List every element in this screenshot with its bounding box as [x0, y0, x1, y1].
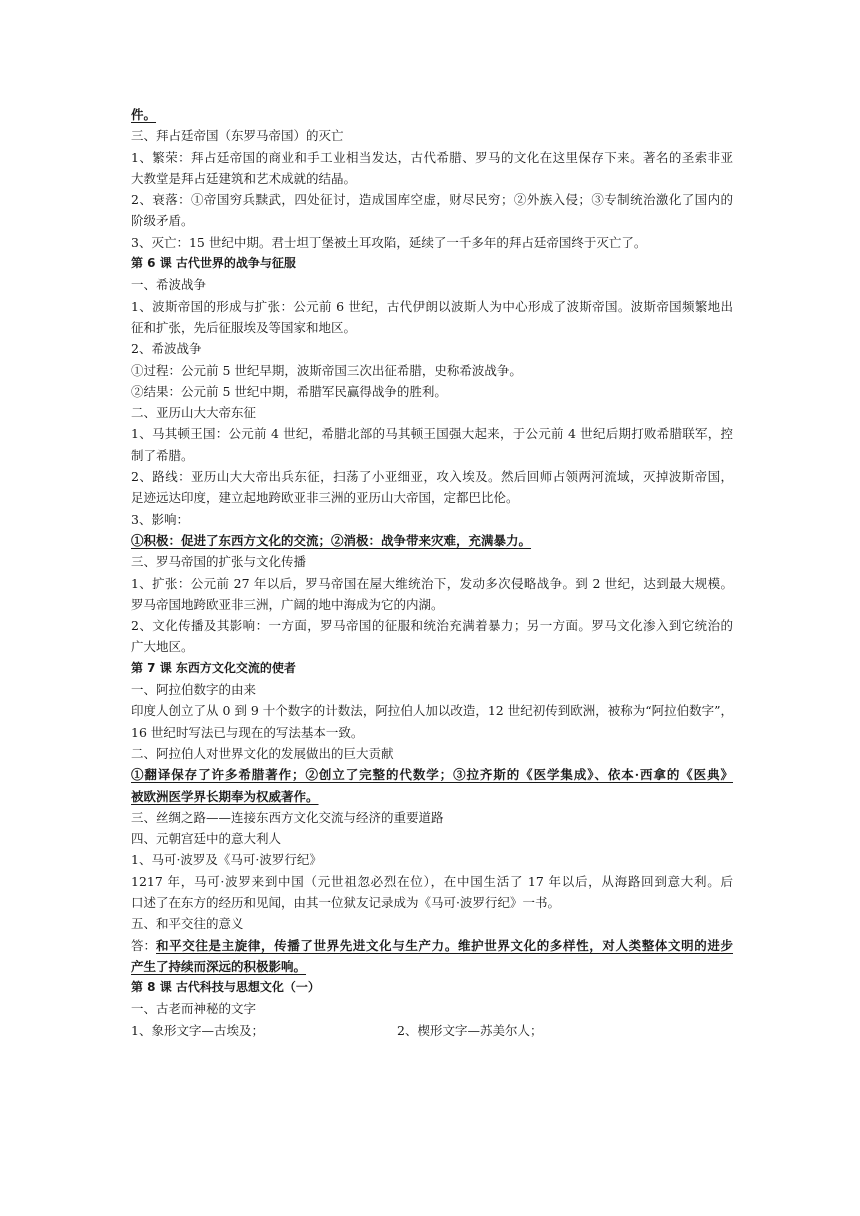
text-line: ①翻译保存了许多希腊著作；②创立了完整的代数学；③拉齐斯的《医学集成》、依本·西拿的《医典》 [131, 767, 733, 783]
text-line: 3、影响： [131, 511, 189, 527]
row-right-text: 2、楔形文字—苏美尔人； [397, 1022, 543, 1038]
text-line: ①过程：公元前 5 世纪早期，波斯帝国三次出征希腊，史称希波战争。 [131, 362, 522, 378]
document-page [131, 104, 733, 1041]
text-line: 三、拜占廷帝国（东罗马帝国）的灭亡 [131, 128, 344, 144]
text-line: 件。 [131, 107, 157, 122]
text-line [131, 935, 733, 956]
lesson-heading: 第 7 课 东西方文化交流的使者 [131, 660, 296, 675]
text-line: 三、罗马帝国的扩张与文化传播 [131, 554, 307, 570]
text-line: 二、阿拉伯人对世界文化的发展做出的巨大贡献 [131, 745, 394, 761]
text-line: 1、马其顿王国：公元前 4 世纪，希腊北部的马其顿王国强大起来，于公元前 4 世纪后期打败希腊联军，控 [131, 426, 733, 442]
lesson-heading: 第 6 课 古代世界的战争与征服 [131, 256, 296, 271]
text-line: 1、波斯帝国的形成与扩张：公元前 6 世纪，古代伊朗以波斯人为中心形成了波斯帝国。波斯帝国频繁地出 [131, 298, 733, 314]
text-line: 被欧洲医学界长期奉为权威著作。 [131, 788, 319, 804]
text-line: 征和扩张，先后征服埃及等国家和地区。 [131, 319, 357, 335]
row-left-text: 1、象形文字—古埃及； [131, 1022, 264, 1038]
text-line: 五、和平交往的意义 [131, 916, 244, 932]
text-line: 三、丝绸之路——连接东西方文化交流与经济的重要道路 [131, 809, 444, 825]
text-line: 产生了持续而深远的积极影响。 [131, 958, 307, 974]
text-line: ①积极：促进了东西方文化的交流；②消极：战争带来灾难，充满暴力。 [131, 532, 532, 548]
text-line: 2、文化传播及其影响：一方面，罗马帝国的征服和统治充满着暴力；另一方面。罗马文化渗入到它统治的 [131, 618, 733, 634]
text-line: 16 世纪时写法已与现在的写法基本一致。 [131, 724, 364, 740]
two-column-row [131, 1020, 733, 1041]
text-line: 1、马可·波罗及《马可·波罗行纪》 [131, 852, 322, 868]
text-line: 一、阿拉伯数字的由来 [131, 682, 257, 698]
line-text: 和平交往是主旋律，传播了世界先进文化与生产力。维护世界文化的多样性，对人类整体文明的进步 [156, 937, 733, 953]
text-line: 1、扩张：公元前 27 年以后，罗马帝国在屋大维统治下，发动多次侵略战争。到 2 世纪，达到最大规模。 [131, 575, 733, 591]
text-line: 罗马帝国地跨欧亚非三洲，广阔的地中海成为它的内湖。 [131, 596, 444, 612]
text-line: 四、元朝宫廷中的意大利人 [131, 831, 282, 847]
lesson-heading: 第 8 课 古代科技与思想文化（一） [131, 980, 320, 995]
text-line: 制了希腊。 [131, 447, 194, 463]
text-line: 2、希波战争 [131, 341, 202, 357]
text-line: 一、古老而神秘的文字 [131, 1001, 257, 1017]
text-line: 大教堂是拜占廷建筑和艺术成就的结晶。 [131, 170, 357, 186]
text-line: 足迹远达印度，建立起地跨欧亚非三洲的亚历山大帝国，定都巴比伦。 [131, 490, 519, 506]
text-line: 阶级矛盾。 [131, 213, 194, 229]
text-line: 2、路线：亚历山大大帝出兵东征，扫荡了小亚细亚，攻入埃及。然后回师占领两河流域，灭掉波斯帝国， [131, 469, 733, 485]
text-line: 口述了在东方的经历和见闻，由其一位狱友记录成为《马可·波罗行纪》一书。 [131, 894, 560, 910]
text-line: 二、亚历山大大帝东征 [131, 405, 257, 421]
text-line: 1、繁荣：拜占廷帝国的商业和手工业相当发达，古代希腊、罗马的文化在这里保存下来。著名的圣索非亚 [131, 149, 733, 165]
text-line: 印度人创立了从 0 到 9 十个数字的计数法，阿拉伯人加以改造，12 世纪初传到欧洲，被称为“阿拉伯数字”， [131, 703, 733, 719]
text-line: 3、灭亡：15 世纪中期。君士坦丁堡被土耳攻陷，延续了一千多年的拜占廷帝国终于灭亡了。 [131, 234, 647, 250]
text-line: 一、希波战争 [131, 277, 207, 293]
text-line: ②结果：公元前 5 世纪中期，希腊军民赢得战争的胜利。 [131, 383, 447, 399]
text-line: 2、衰落：①帝国穷兵黩武，四处征讨，造成国库空虚，财尽民穷；②外族入侵；③专制统治激化了国内的 [131, 192, 733, 208]
answer-prefix: 答： [131, 937, 157, 953]
text-line: 1217 年，马可·波罗来到中国（元世祖忽必烈在位），在中国生活了 17 年以后，从海路回到意大利。后 [131, 873, 733, 889]
text-line: 广大地区。 [131, 639, 194, 655]
